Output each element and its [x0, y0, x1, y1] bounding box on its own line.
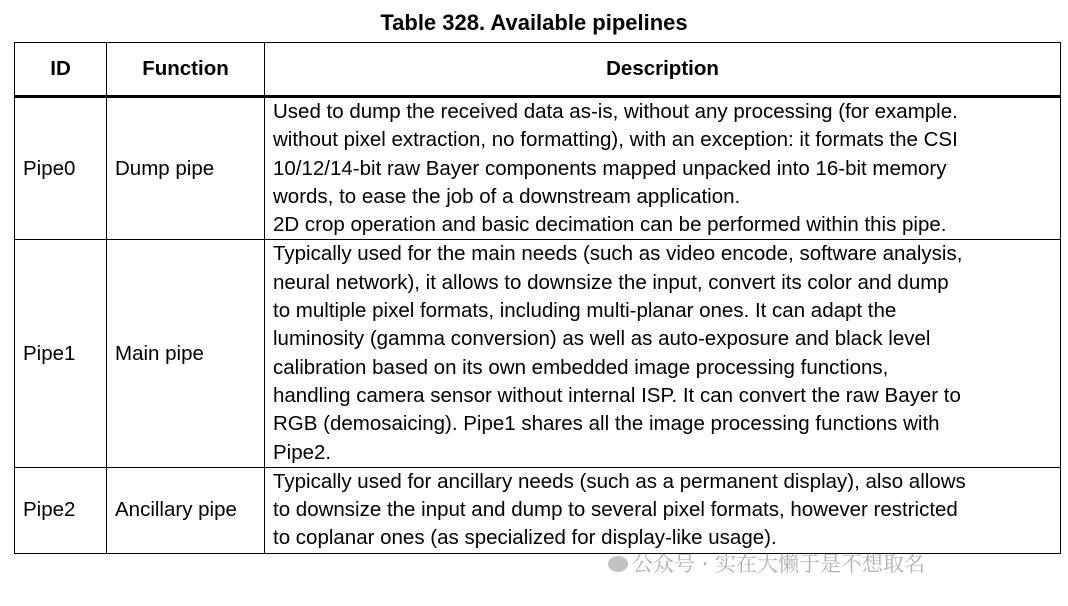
description-line: Typically used for the main needs (such as video encode, software analysis, — [273, 242, 963, 266]
description-line: words, to ease the job of a downstream application. — [273, 184, 741, 208]
table-row — [15, 97, 1061, 240]
description-line: Pipe2. — [273, 440, 332, 464]
row-function: Main pipe — [107, 240, 265, 467]
row-function: Dump pipe — [107, 97, 265, 240]
description-line: handling camera sensor without internal ISP. It can convert the raw Bayer to — [273, 383, 961, 407]
pipelines-table — [14, 42, 1061, 554]
row-id: Pipe1 — [15, 240, 107, 467]
row-id: Pipe0 — [15, 97, 107, 240]
description-line: neural network), it allows to downsize the input, convert its color and dump — [273, 270, 949, 294]
row-description — [265, 467, 1061, 553]
description-line: to downsize the input and dump to several pixel formats, however restricted — [273, 498, 958, 522]
table-header-row — [15, 43, 1061, 97]
row-description — [265, 97, 1061, 240]
table-row — [15, 467, 1061, 553]
row-id: Pipe2 — [15, 467, 107, 553]
header-id: ID — [15, 43, 107, 97]
description-line: Typically used for ancillary needs (such as a permanent display), also allows — [273, 469, 966, 493]
watermark — [608, 549, 925, 579]
description-line: to coplanar ones (as specialized for display-like usage). — [273, 526, 777, 550]
header-function: Function — [107, 43, 265, 97]
watermark-text: 公众号 · 实在大懒于是不想取名 — [632, 552, 926, 576]
header-description: Description — [265, 43, 1061, 97]
description-line: 2D crop operation and basic decimation can be performed within this pipe. — [273, 213, 947, 237]
description-line: luminosity (gamma conversion) as well as auto-exposure and black level — [273, 327, 931, 351]
description-line: 10/12/14-bit raw Bayer components mapped unpacked into 16-bit memory — [273, 156, 947, 180]
description-line: calibration based on its own embedded image processing functions, — [273, 355, 889, 379]
description-line: to multiple pixel formats, including multi-planar ones. It can adapt the — [273, 299, 897, 323]
description-line: without pixel extraction, no formatting), with an exception: it formats the CSI — [273, 128, 958, 152]
row-function: Ancillary pipe — [107, 467, 265, 553]
row-description — [265, 240, 1061, 467]
description-line: RGB (demosaicing). Pipe1 shares all the image processing functions with — [273, 412, 940, 436]
description-line: Used to dump the received data as-is, without any processing (for example. — [273, 100, 958, 123]
table-row — [15, 240, 1061, 467]
wechat-icon — [608, 556, 628, 572]
table-caption: Table 328. Available pipelines — [380, 10, 688, 35]
